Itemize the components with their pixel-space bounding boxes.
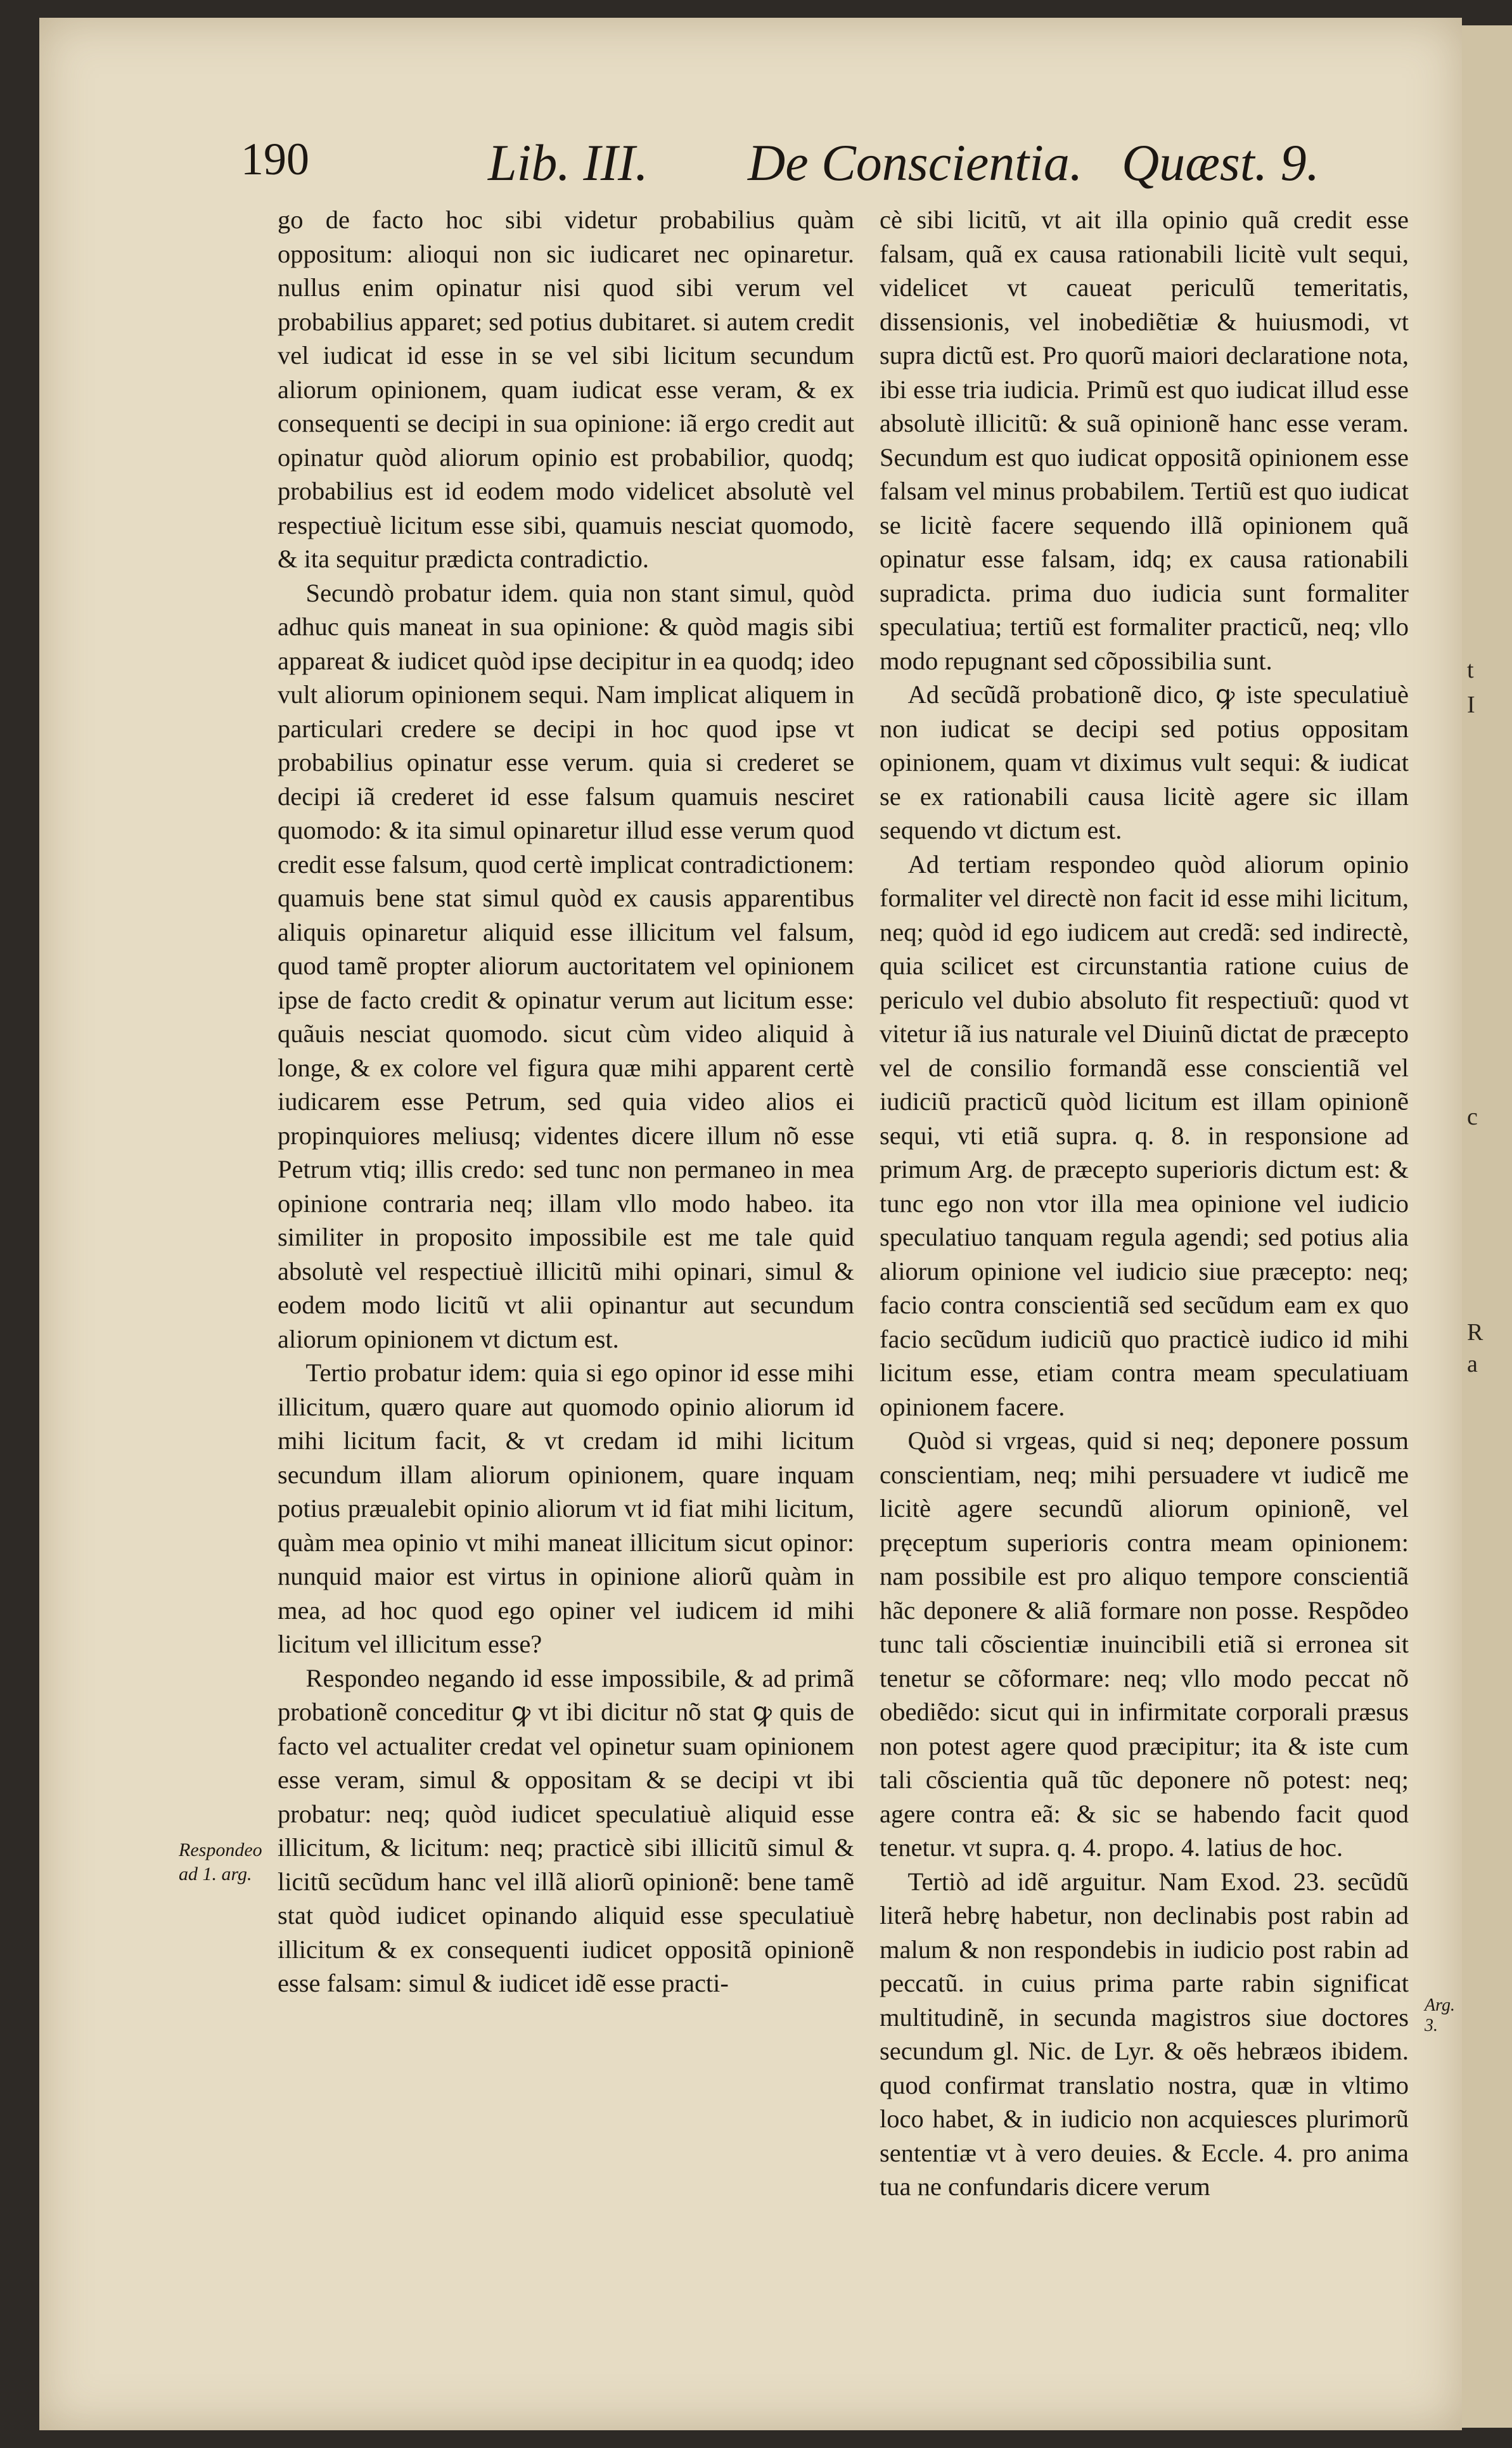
paragraph: Quòd si vrgeas, quid si neq; deponere possum conscientiam, neq; mihi persuadere vt iudicẽ me licitè agere secundũ aliorum opinionẽ, vel pręceptum superioris contra meam opinionem: nam possibile est pro aliquo tempore conscientiã hãc deponere & aliã formare non posse. Respõdeo tunc tali cõscientiæ inuincibili etiã si erronea sit tenetur se cõformare: neq; vllo modo peccat nõ obediẽdo: sicut qui in infirmitate corporali præsus non potest agere quod præcipitur; ita & iste cum tali cõscientia quã tũc deponere nõ potest: neq; agere contra eã: & sic se habendo facit quod tenetur. vt supra. q. 4. propo. 4. latius de hoc. — [880, 1426, 1409, 1862]
facing-page-fragment: R — [1467, 1319, 1483, 1346]
running-title: De Conscientia. — [748, 134, 1083, 191]
paragraph: Tertio probatur idem: quia si ego opinor id esse mihi illicitum, quæro quare aut quomodo opinio aliorum id mihi licitum facit, & vt credam id mihi licitum secundum illam aliorum opinionem, quare inquam potius præualebit opinio aliorum vt id fiat mihi licitum, quàm mea opinio vt mihi maneat illicitum sicut opinor: nunquid maior est virtus in opinione aliorũ quàm in mea, ad hoc quod ego opiner vel iudicem id mihi licitum vel illicitum esse? — [278, 1358, 854, 1658]
facing-page-edge — [1462, 25, 1512, 2428]
paragraph: cè sibi licitũ, vt ait illa opinio quã credit esse falsam, quã ex causa rationabili licitè vult sequi, videlicet vt caueat periculũ temeritatis, dissensionis, vel inobediẽtiæ & huiusmodi, vt supra dictũ est. Pro quorũ maiori declaratione nota, ibi esse tria iudicia. Primũ est quo iudicat illud esse absolutè illicitũ: & suã opinionẽ hanc esse veram. Secundum est quo iudicat oppositã opinionem esse falsam vel minus probabilem. Tertiũ est quo iudicat se licitè facere sequendo illã opinionem quã opinatur esse falsam, idq; ex causa rationabili supradicta. prima duo iudicia sunt formaliter speculatiua; tertiũ est formaliter practicũ, neq; vllo modo repugnant sed cõpossibilia sunt. — [880, 205, 1409, 675]
paragraph: go de facto hoc sibi videtur probabilius quàm oppositum: alioqui non sic iudicaret nec opinaretur. nullus enim opinatur nisi quod sibi verum vel probabilius apparet; sed potius dubitaret. si autem credit vel iudicat id esse in se vel sibi licitum secundum aliorum opinionem, quam iudicat esse veram, & ex consequenti se decipi in sua opinione: iã ergo credit aut opinatur quòd aliorum opinio est probabilior, quodq; probabilius est id eodem modo videlicet absolutè vel respectiuè licitum esse sibi, quamuis nesciat quomodo, & ita sequitur prædicta contradictio. — [278, 205, 854, 573]
paragraph: Secundò probatur idem. quia non stant simul, quòd adhuc quis maneat in sua opinione: & quòd magis sibi appareat & iudicet quòd ipse decipitur in ea quodq; ideo vult aliorum opinionem sequi. Nam implicat aliquem in particulari credere se decipi in hoc quod ipse vt probabilius opinatur esse verum. quia si crederet se decipi iã crederet id esse falsum quamuis nesciret quomodo: & ita simul opinaretur illud esse verum quod credit esse falsum, quod certè implicat contradictionem: quamuis bene stat simul quòd ex causis apparentibus aliquis opinaretur aliquid esse illicitum vel falsum, quod tamẽ propter aliorum auctoritatem vel opinionem ipse de facto credit & opinatur verum aut licitum esse: quãuis nesciat quomodo. sicut cùm video aliquid à longe, & ex colore vel figura quæ mihi apparent certè iudicarem esse Petrum, sed quia video alios ei propinquiores meliusq; videntes dicere illum nõ esse Petrum vtiq; illis credo: sed tunc non permaneo in mea opinione contraria neq; illam vllo modo habeo. ita similiter in proposito impossibile est me tale quid absolutè vel respectiuè illicitũ mihi opinari, simul & eodem modo licitũ vt alii opinantur aut secundum aliorum opinionem vt dictum est. — [278, 578, 854, 1353]
margin-note: Arg. 3. — [1425, 1995, 1455, 2035]
left-text-column — [278, 203, 854, 2219]
quaestio-label: Quæst. 9. — [1122, 134, 1320, 191]
paragraph: Tertiò ad idẽ arguitur. Nam Exod. 23. secũdũ literã hebrę habetur, non declinabis post rabin ad malum & non respondebis in iudicio post rabin ad peccatũ. in cuius prima parte rabin significat multitudinẽ, in secunda magistros siue doctores secundum gl. Nic. de Lyr. & oẽs hebræos ibidem. quod confirmat translatio nostra, quæ in vltimo loco habet, & in iudicio non acquiesces plurimorũ sententiæ vt à vero deuies. & Eccle. 4. pro anima tua ne confundaris dicere verum — [880, 1867, 1409, 2201]
right-text-column — [880, 203, 1409, 2219]
facing-page-fragment: a — [1467, 1351, 1478, 1377]
page-number: 190 — [241, 134, 309, 184]
facing-page-fragment: t — [1467, 657, 1474, 683]
running-header — [241, 133, 1381, 203]
paragraph: Ad secũdã probationẽ dico, ꝙ iste speculatiuè non iudicat se decipi sed potius oppositam opinionem, quam vt diximus vult sequi: & iudicat se ex rationabili causa licitè agere sic illam sequendo vt dictum est. — [880, 680, 1409, 844]
margin-note: Respondeo ad 1. arg. — [179, 1839, 262, 1884]
book-label: Lib. III. — [488, 134, 648, 191]
paragraph: Ad tertiam respondeo quòd aliorum opinio formaliter vel directè non facit id esse mihi licitum, neq; quòd id ego iudicem aut credã: sed indirectè, quia scilicet est circunstantia ratione cuius de periculo vel dubio absoluto fit respectiuũ: quod vt vitetur iã ius naturale vel Diuinũ dictat de præcepto vel de consilio formandã esse conscientiã vel iudiciũ practicũ quòd licitum est illam opinionẽ sequi, vti etiã supra. q. 8. in responsione ad primum Arg. de præcepto superioris dictum est: & tunc ego non vtor illa mea opinione vel iudicio speculatiuo tanquam regula agendi; sed potius alia aliorum opinione vel iudicio siue præcepto: neq; facio contra conscientiã sed secũdum eam ex quo facio secũdum iudiciũ quo practicè iudico id mihi licitum esse, etiam contra meam speculatiuam opinionem facere. — [880, 849, 1409, 1421]
paragraph: Respondeo negando id esse impossibile, & ad primã probationẽ conceditur ꝙ vt ibi dicitur nõ stat ꝙ quis de facto vel actualiter credat vel opinetur suam opinionem esse veram, simul & oppositam & se decipi vt ibi probatur: neq; quòd iudicet speculatiuè aliquid esse illicitum, & licitum: neq; practicè sibi illicitũ simul & licitũ secũdum hanc vel illã aliorũ opinionẽ: bene tamẽ stat quòd iudicet opinando aliquid esse speculatiuè illicitum & ex consequenti iudicet oppositã opinionẽ esse falsam: simul & iudicet idẽ esse practi- — [278, 1663, 854, 1997]
facing-page-fragment: I — [1467, 692, 1475, 718]
facing-page-fragment: c — [1467, 1104, 1478, 1130]
